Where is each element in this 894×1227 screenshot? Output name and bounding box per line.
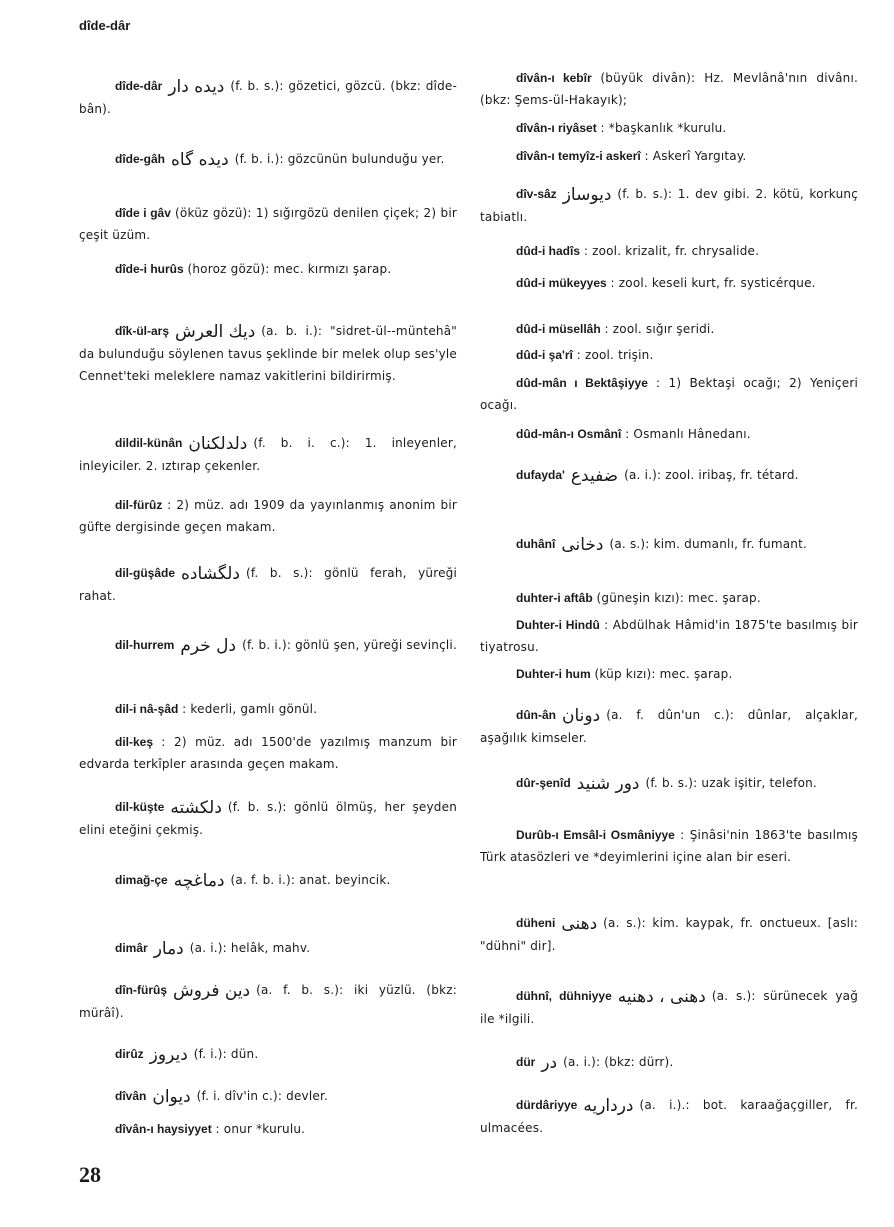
arabic-script: دیده دار xyxy=(168,77,225,97)
entry xyxy=(480,912,858,957)
entry-definition: (büyük divân): Hz. Mevlânâ'nın divânı. (bkz: Şems-ül-Hakayık); xyxy=(480,71,858,107)
entry-headword: dûr-şenîd xyxy=(516,776,571,790)
entry-headword: dîvân-ı haysiyyet xyxy=(115,1122,212,1136)
entry xyxy=(79,1085,457,1108)
entry xyxy=(480,344,858,366)
entry-definition: (a. i.): (bkz: dürr). xyxy=(563,1055,674,1069)
arabic-script: دماغچه xyxy=(173,871,225,891)
entry-headword: Duhter-i hum xyxy=(516,667,591,681)
entry-headword: dil-i nâ-şâd xyxy=(115,702,179,716)
entry-definition: : *başkanlık *kurulu. xyxy=(600,121,727,135)
entry-headword: dühnî, dühniyye xyxy=(516,989,612,1003)
entry xyxy=(480,372,858,416)
arabic-script: دلكشته xyxy=(170,798,222,818)
entry-definition: : zool. trişin. xyxy=(576,348,654,362)
entry-definition: (küp kızı): mec. şarap. xyxy=(594,667,733,681)
entry xyxy=(79,731,457,775)
arabic-script: دیوان xyxy=(152,1087,191,1107)
entry-definition: : kederli, gamlı gönül. xyxy=(182,702,318,716)
entry xyxy=(79,1118,457,1140)
arabic-script: دهنی ، دهنیه xyxy=(617,987,706,1007)
entry-definition: (f. b. i.): gönlü şen, yüreği sevinçli. xyxy=(242,638,457,652)
entry xyxy=(79,937,457,960)
entry-headword: dûd-i mükeyyes xyxy=(516,276,607,290)
entry xyxy=(79,320,457,387)
entry xyxy=(79,432,457,477)
entry-definition: (f. b. s.): 1. dev gibi. 2. kötü, korkunç tabiatlı. xyxy=(480,187,858,224)
entry xyxy=(480,272,858,294)
entry xyxy=(79,75,457,120)
page-number: 28 xyxy=(79,1162,101,1187)
entry-definition: : 2) müz. adı 1500'de yazılmış manzum bir edvarda terkîpler arasında geçen makam. xyxy=(79,735,457,771)
entry xyxy=(480,985,858,1030)
entry xyxy=(480,663,858,685)
entry xyxy=(480,824,858,868)
arabic-script: دهنی xyxy=(561,914,598,934)
arabic-script: دیك العرش xyxy=(175,322,256,342)
entry-headword: dîde-gâh xyxy=(115,152,165,166)
arabic-script: درداریه xyxy=(583,1096,634,1116)
entry-headword: dîvân-ı kebîr xyxy=(516,71,592,85)
arabic-script: در xyxy=(541,1053,558,1073)
arabic-script: دخانی xyxy=(561,535,604,555)
arabic-script: دیروز xyxy=(149,1045,188,1065)
entry-definition: (horoz gözü): mec. kırmızı şarap. xyxy=(187,262,392,276)
entry-definition: (a. s.): kim. dumanlı, fr. fumant. xyxy=(609,537,808,551)
entry-definition: (f. b. s.): gönlü ölmüş, her şeyden elini eteğini çekmiş. xyxy=(79,800,457,837)
entry xyxy=(480,240,858,262)
entry-definition: (a. f. b. i.): anat. beyincik. xyxy=(230,873,391,887)
entry-headword: dil-hurrem xyxy=(115,638,175,652)
entry xyxy=(480,1094,858,1139)
entry-definition: (güneşin kızı): mec. şarap. xyxy=(596,591,761,605)
entry xyxy=(79,562,457,607)
entry xyxy=(480,614,858,658)
entry xyxy=(79,869,457,892)
entry-headword: dîvân-ı riyâset xyxy=(516,121,597,135)
entry xyxy=(480,1051,858,1074)
entry-definition: : Abdülhak Hâmid'in 1875'te basılmış bir tiyatrosu. xyxy=(480,618,858,654)
entry xyxy=(480,145,858,167)
entry-definition: : Askerî Yargıtay. xyxy=(644,149,747,163)
entry xyxy=(79,979,457,1024)
entry xyxy=(480,464,858,487)
entry-headword: Duhter-i Hindû xyxy=(516,618,600,632)
entry-headword: Durûb-ı Emsâl-i Osmâniyye xyxy=(516,828,675,842)
entry-definition: (f. b. i. c.): 1. inleyenler, inleyiciler. 2. ıztırap çekenler. xyxy=(79,436,457,473)
entry xyxy=(480,318,858,340)
entry xyxy=(79,634,457,657)
entry xyxy=(79,494,457,538)
entry xyxy=(480,117,858,139)
entry-headword: dûd-i hadîs xyxy=(516,244,580,258)
entry-headword: dûd-i müsellâh xyxy=(516,322,601,336)
entry-headword: dil-güşâde xyxy=(115,566,176,580)
entry-headword: dildil-künân xyxy=(115,436,183,450)
entry-headword: dür xyxy=(516,1055,536,1069)
entry-definition: (f. b. s.): uzak işitir, telefon. xyxy=(645,776,817,790)
entry-headword: dûd-mân ı Bektâşiyye xyxy=(516,376,648,390)
entry-definition: : onur *kurulu. xyxy=(215,1122,306,1136)
entry-definition: : 1) Bektaşi ocağı; 2) Yeniçeri ocağı. xyxy=(480,376,858,412)
entry-definition: : zool. sığır şeridi. xyxy=(604,322,715,336)
entry-definition: (a. f. b. s.): iki yüzlü. (bkz: mürâî). xyxy=(79,983,457,1020)
entry-definition: (f. b. s.): gönlü ferah, yüreği rahat. xyxy=(79,566,457,603)
entry-definition: : Şinâsi'nin 1863'te basılmış Türk atasözleri ve *deyimlerini içine alan bir eseri. xyxy=(480,828,858,864)
entry-definition: (a. b. i.): "sidret-ül--müntehâ" da bulunduğu söylenen tavus şeklinde bir melek olup ses'yle Cennet'teki meleklere namaz vakitlerini bildirirmiş. xyxy=(79,324,457,383)
entry-definition: (a. i.).: bot. karaağaçgiller, fr. ulmacées. xyxy=(480,1098,858,1135)
entry xyxy=(79,148,457,171)
entry-headword: dimağ-çe xyxy=(115,873,168,887)
entry-headword: dîv-sâz xyxy=(516,187,557,201)
entry xyxy=(79,258,457,280)
entry-headword: dîvân xyxy=(115,1089,147,1103)
arabic-script: دونان xyxy=(562,706,601,726)
entry-headword: dîde i gâv xyxy=(115,206,171,220)
arabic-script: دلدلكنان xyxy=(188,434,248,454)
entry xyxy=(480,587,858,609)
entry-definition: : Osmanlı Hânedanı. xyxy=(625,427,751,441)
entry-headword: dimâr xyxy=(115,941,148,955)
entry xyxy=(79,202,457,246)
arabic-script: دین فروش xyxy=(173,981,251,1001)
entry-headword: dürdâriyye xyxy=(516,1098,578,1112)
running-header: dîde-dâr xyxy=(79,18,131,33)
entry-headword: dîde-dâr xyxy=(115,79,163,93)
entry xyxy=(480,423,858,445)
entry xyxy=(79,1043,457,1066)
entry-definition: (a. i.): zool. iribaş, fr. tétard. xyxy=(624,468,799,482)
entry-definition: (f. b. s.): gözetici, gözcü. (bkz: dîde-bân). xyxy=(79,79,457,116)
entry-headword: dûn-ân xyxy=(516,708,556,722)
arabic-script: دور شنید xyxy=(576,774,640,794)
entry-headword: dil-fürûz xyxy=(115,498,163,512)
entry-headword: dûd-mân-ı Osmânî xyxy=(516,427,622,441)
entry-headword: dîn-fürûş xyxy=(115,983,167,997)
arabic-script: دلگشاده xyxy=(181,564,240,584)
entry xyxy=(480,772,858,795)
arabic-script: ضفیدع xyxy=(570,466,619,486)
entry-headword: duhter-i aftâb xyxy=(516,591,593,605)
entry-definition: (öküz gözü): 1) sığırgözü denilen çiçek; 2) bir çeşit üzüm. xyxy=(79,206,457,242)
entry-definition: (a. s.): kim. kaypak, fr. onctueux. [aslı: "dühni" dir]. xyxy=(480,916,858,953)
entry-definition: (a. s.): sürünecek yağ ile *ilgili. xyxy=(480,989,859,1026)
entry-headword: dîk-ül-arş xyxy=(115,324,170,338)
entry xyxy=(79,698,457,720)
entry xyxy=(79,796,457,841)
entry-headword: dil-küşte xyxy=(115,800,165,814)
entry-headword: duhânî xyxy=(516,537,556,551)
entry-headword: dîvân-ı temyîz-i askerî xyxy=(516,149,641,163)
entry-definition: : zool. keseli kurt, fr. systicérque. xyxy=(610,276,816,290)
entry xyxy=(480,533,858,556)
entry-headword: dil-keş xyxy=(115,735,154,749)
entry-definition: (f. i.): dün. xyxy=(193,1047,259,1061)
entry xyxy=(480,704,858,749)
entry-headword: dîde-i hurûs xyxy=(115,262,184,276)
entry xyxy=(480,183,858,228)
entry-definition: : 2) müz. adı 1909 da yayınlanmış anonim bir güfte dergisinde geçen makam. xyxy=(79,498,457,534)
arabic-script: دیده گاه xyxy=(171,150,229,170)
arabic-script: دمار xyxy=(153,939,184,959)
entry-definition: (a. f. dûn'un c.): dûnlar, alçaklar, aşağılık kimseler. xyxy=(480,708,858,745)
entry-definition: (f. b. i.): gözcünün bulunduğu yer. xyxy=(234,152,445,166)
arabic-script: دل خرم xyxy=(180,636,237,656)
entry-headword: dûd-i şa'rî xyxy=(516,348,573,362)
entry-headword: dirûz xyxy=(115,1047,144,1061)
arabic-script: دیوساز xyxy=(562,185,612,205)
entry-headword: düheni xyxy=(516,916,556,930)
entry-definition: (f. i. dîv'in c.): devler. xyxy=(196,1089,328,1103)
entry-definition: (a. i.): helâk, mahv. xyxy=(189,941,311,955)
entry xyxy=(480,67,858,111)
entry-headword: dufayda' xyxy=(516,468,565,482)
entry-definition: : zool. krizalit, fr. chrysalide. xyxy=(583,244,760,258)
